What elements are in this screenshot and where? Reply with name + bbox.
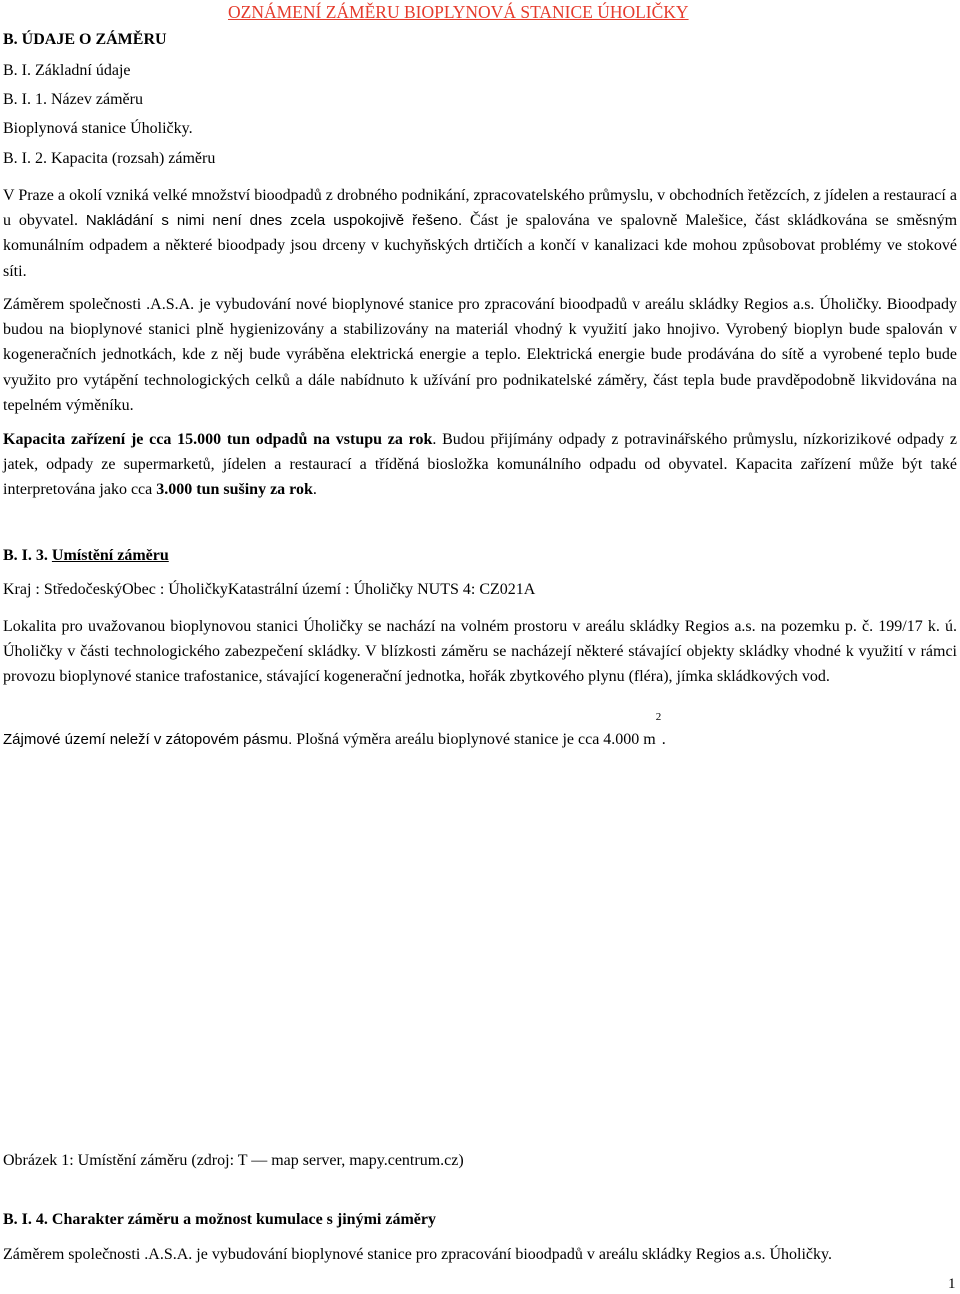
location-paragraph: Lokalita pro uvažovanou bioplynovou stanici Úholičky se nachází na volném prostoru v areálu skládky Regios a.s. na pozemku p. č. 199/17 k. ú. Úholičky v části technologického zabezpečení skládky. V blízkosti záměru se nacházejí některé stávající objekty skládky vhodné k využití v rámci provozu bioplynové stanice trafostanice, stávající kogenerační jednotka, hořák zbytkového plynu (fléra), jímka skládkových vod.	[3, 618, 957, 686]
figure-caption: Obrázek 1: Umístění záměru (zdroj: T — map server, mapy.centrum.cz)	[3, 1152, 464, 1169]
name-value: Bioplynová stanice Úholičky.	[3, 120, 193, 137]
capacity-paragraph-3	[3, 427, 957, 503]
capacity-p1-rest: Část je spalována ve spalovně Malešice, část skládkována se směsným komunálním odpadem a některé bioodpady jsou drceny v kuchyňských drtičích a končí v kanalizaci kde mohou způsobovat problémy ve stokové síti.	[3, 212, 958, 280]
capacity-amount-bold: Kapacita zařízení je cca 15.000 tun odpadů na vstupu za rok	[3, 431, 433, 448]
capacity-dry-matter-bold: 3.000 tun sušiny za rok	[156, 481, 313, 499]
character-paragraph: Záměrem společnosti .A.S.A. je vybudování bioplynové stanice pro zpracování bioodpadů v areálu skládky Regios a.s. Úholičky.	[3, 1246, 832, 1263]
capacity-heading: B. I. 2. Kapacita (rozsah) záměru	[3, 150, 216, 167]
section-heading: B. ÚDAJE O ZÁMĚRU	[3, 31, 167, 48]
location-heading-prefix: B. I. 3.	[3, 547, 52, 564]
page-number: 1	[948, 1276, 956, 1292]
flood-area-line	[3, 711, 666, 749]
area-size-text: Plošná výměra areálu bioplynové stanice je cca 4.000 m	[296, 731, 656, 748]
capacity-p3-end: .	[312, 481, 317, 499]
capacity-p3-text: . Budou přijímány odpady z potravinářského průmyslu, nízkorizikové odpady z jatek, odpady ze supermarketů, jídelen a restaurací a tříděná biosložka komunálního odpadu od obyvatel. Kapacita zařízení může být také interpretována jako cca	[3, 431, 958, 499]
capacity-paragraph-2: Záměrem společnosti .A.S.A. je vybudování nové bioplynové stanice pro zpracování bioodpadů v areálu skládky Regios a.s. Úholičky. Bioodpady budou na bioplynové stanici plně hygienizovány a stabilizovány na materiál vhodný k využití jako hnojivo. Vyrobený bioplyn bude spalován v kogeneračních jednotkách, kde z něj bude vyráběna elektrická energie a teplo. Elektrická energie bude prodávána do sítě a vyrobené teplo bude využito pro vytápění technologických celků a dále nabídnuto k užívání pro podnikatelské záměry, část tepla bude pravděpodobně likvidována na tepelném výměníku.	[3, 296, 957, 414]
subsection-heading: B. I. Základní údaje	[3, 62, 131, 79]
capacity-p1-sans-text: Nakládání s nimi není dnes zcela uspokojivě řešeno.	[85, 212, 463, 230]
location-heading-title: Umístění záměru	[51, 547, 169, 564]
region-line: Kraj : StředočeskýObec : ÚholičkyKatastrální území : Úholičky NUTS 4: CZ021A	[3, 581, 536, 598]
name-heading: B. I. 1. Název záměru	[3, 91, 143, 108]
capacity-paragraph-1	[3, 183, 957, 284]
character-heading: B. I. 4. Charakter záměru a možnost kumulace s jinými záměry	[3, 1211, 436, 1228]
capacity-p1-text: V Praze a okolí vzniká velké množství bioodpadů z drobného podnikání, zpracovatelského průmyslu, v obchodních řetězcích, z jídelen a restaurací a u obyvatel.	[3, 187, 957, 230]
location-heading	[3, 547, 169, 565]
document-header-title: OZNÁMENÍ ZÁMĚRU BIOPLYNOVÁ STANICE ÚHOLIČKY	[228, 2, 689, 22]
area-size-end: .	[661, 731, 666, 748]
area-unit-exponent: 2	[655, 711, 662, 723]
flood-zone-text: Zájmové území neleží v zátopovém pásmu.	[3, 731, 293, 748]
